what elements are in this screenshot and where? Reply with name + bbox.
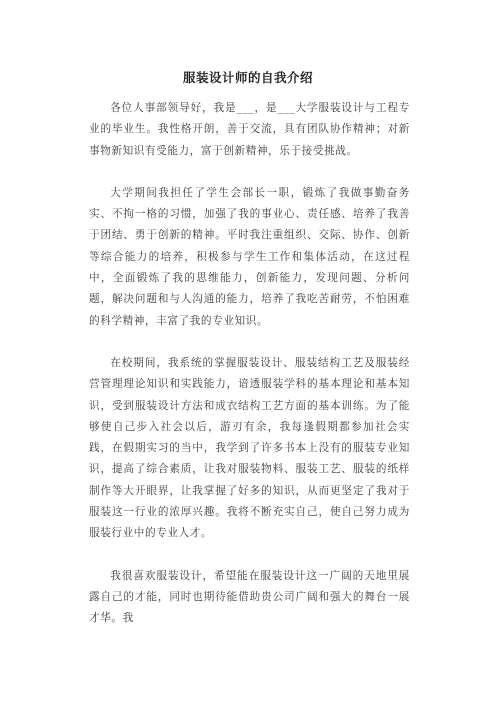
paragraph-university: 大学期间我担任了学生会部长一职，锻炼了我做事勤奋务实、不拘一格的习惯，加强了我的事业心、责任感、培养了我善于团结、勇于创新的精神。平时我注重组织、交际、协作、创新等综合能力的培养，积极参与学生工作和集体活动，在这过程中，全面锻炼了我的思维能力，创新能力，发现问题、分析问题，解决问题和与人沟通的能力，培养了我吃苦耐劳，不怕困难的科学精神，丰富了我的专业知识。	[89, 186, 410, 327]
paragraph-greeting: 各位人事部领导好，我是___，是___大学服装设计与工程专业的毕业生。我性格开朗，善于交流，具有团队协作精神；对新事物新知识有受能力，富于创新精神，乐于接受挑战。	[89, 102, 410, 157]
paragraph-aspiration: 我很喜欢服装设计，希望能在服装设计这一广阔的天地里展露自己的才能，同时也期待能借助贵公司广阔和强大的舞台一展才华。我	[89, 569, 410, 625]
paragraph-studies: 在校期间，我系统的掌握服装设计、服装结构工艺及服装经营管理理论知识和实践能力，谙透服装学科的基本理论和基本知识，受到服装设计方法和成衣结构工艺方面的基本训练。为了能够使自己步入社会以后，游刃有余，我每逢假期都参加社会实践，在假期实习的当中，我学到了许多书本上没有的服装专业知识，提高了综合素质，让我对服装物料、服装工艺、服装的纸样制作等大开眼界，让我掌握了好多的知识，从而更坚定了我对于服装这一行业的浓厚兴趣。我将不断充实自己，使自己努力成为服装行业中的专业人才。	[89, 356, 410, 540]
document-title: 服装设计师的自我介绍	[182, 70, 313, 85]
document-body	[89, 98, 410, 651]
